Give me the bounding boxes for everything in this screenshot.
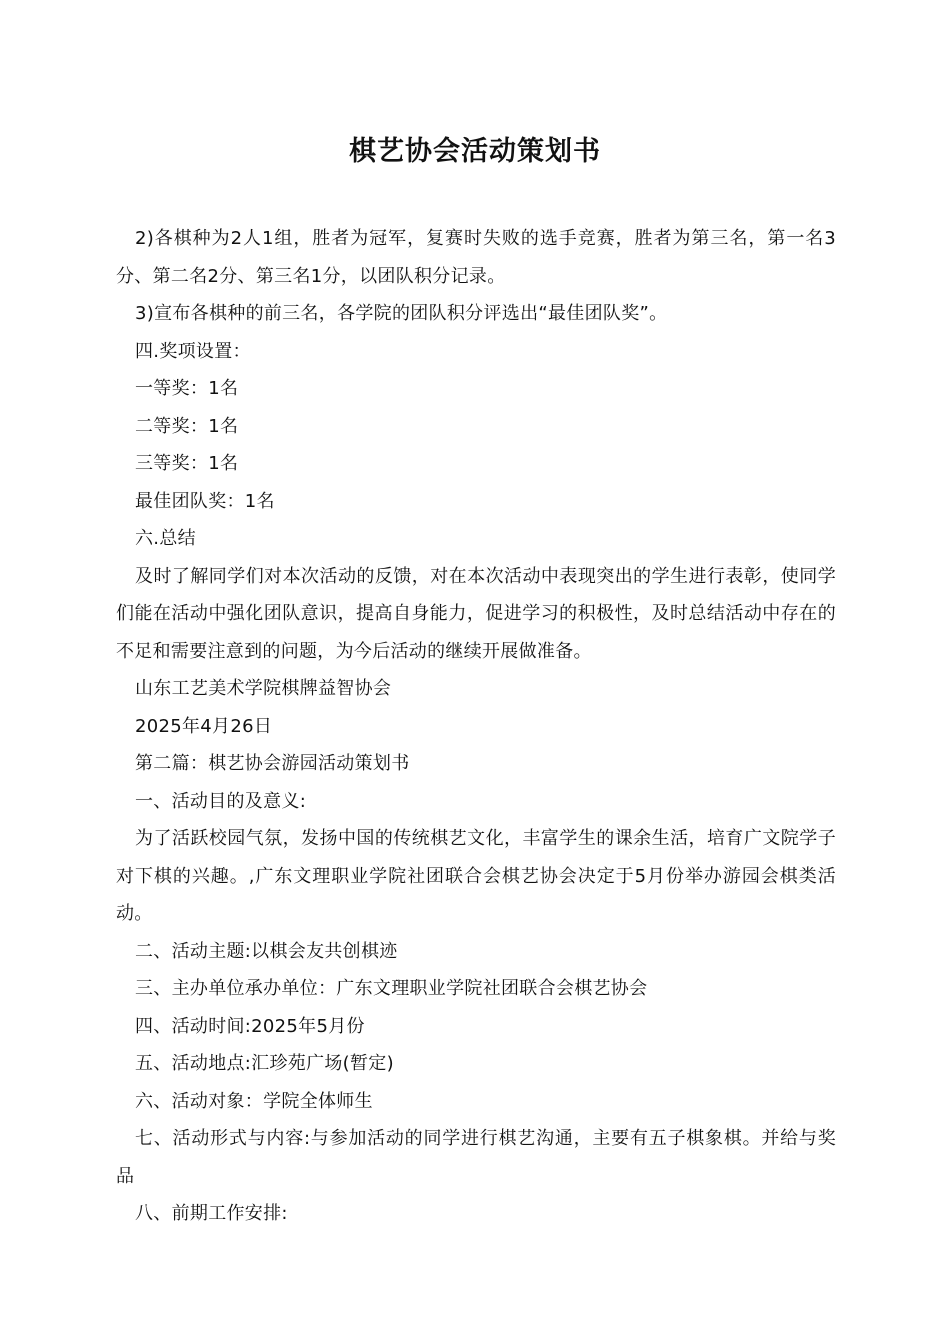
paragraph: 二、活动主题:以棋会友共创棋迹 bbox=[135, 940, 398, 962]
section-heading: 第二篇：棋艺协会游园活动策划书 bbox=[135, 753, 410, 774]
date-line: 2025年4月26日 bbox=[135, 715, 273, 737]
paragraph: 为了活跃校园气氛，发扬中国的传统棋艺文化，丰富学生的课余生活，培育广文院学子对下棋的兴趣。,广东文理职业学院社团联合会棋艺协会决定于5月份举办游园会棋类活动。 bbox=[116, 828, 836, 924]
paragraph: 六、活动对象：学院全体师生 bbox=[135, 1090, 373, 1112]
paragraph: 四、活动时间:2025年5月份 bbox=[135, 1015, 365, 1037]
paragraph: 三、主办单位承办单位：广东文理职业学院社团联合会棋艺协会 bbox=[135, 978, 648, 999]
award-item: 最佳团队奖：1名 bbox=[135, 490, 275, 512]
paragraph: 3)宣布各棋种的前三名，各学院的团队积分评选出“最佳团队奖”。 bbox=[135, 303, 668, 324]
organization-signature: 山东工艺美术学院棋牌益智协会 bbox=[135, 678, 392, 699]
award-item: 二等奖：1名 bbox=[135, 415, 239, 437]
paragraph: 七、活动形式与内容:与参加活动的同学进行棋艺沟通，主要有五子棋象棋。并给与奖品 bbox=[116, 1128, 836, 1187]
paragraph: 2)各棋种为2人1组，胜者为冠军，复赛时失败的选手竞赛，胜者为第三名，第一名3分、第二名2分、第三名1分，以团队积分记录。 bbox=[116, 228, 836, 287]
section-heading: 八、前期工作安排: bbox=[135, 1203, 288, 1224]
award-item: 一等奖：1名 bbox=[135, 378, 239, 399]
document-body bbox=[116, 220, 836, 1233]
section-heading: 一、活动目的及意义: bbox=[135, 790, 307, 812]
section-heading: 六.总结 bbox=[135, 528, 196, 549]
document-title: 棋艺协会活动策划书 bbox=[349, 136, 601, 167]
section-heading: 四.奖项设置： bbox=[135, 340, 251, 362]
paragraph: 五、活动地点:汇珍苑广场(暂定) bbox=[135, 1053, 394, 1074]
paragraph: 及时了解同学们对本次活动的反馈，对在本次活动中表现突出的学生进行表彰，使同学们能在活动中强化团队意识，提高自身能力，促进学习的积极性，及时总结活动中存在的不足和需要注意到的问题，为今后活动的继续开展做准备。 bbox=[116, 565, 836, 662]
award-item: 三等奖：1名 bbox=[135, 453, 239, 474]
